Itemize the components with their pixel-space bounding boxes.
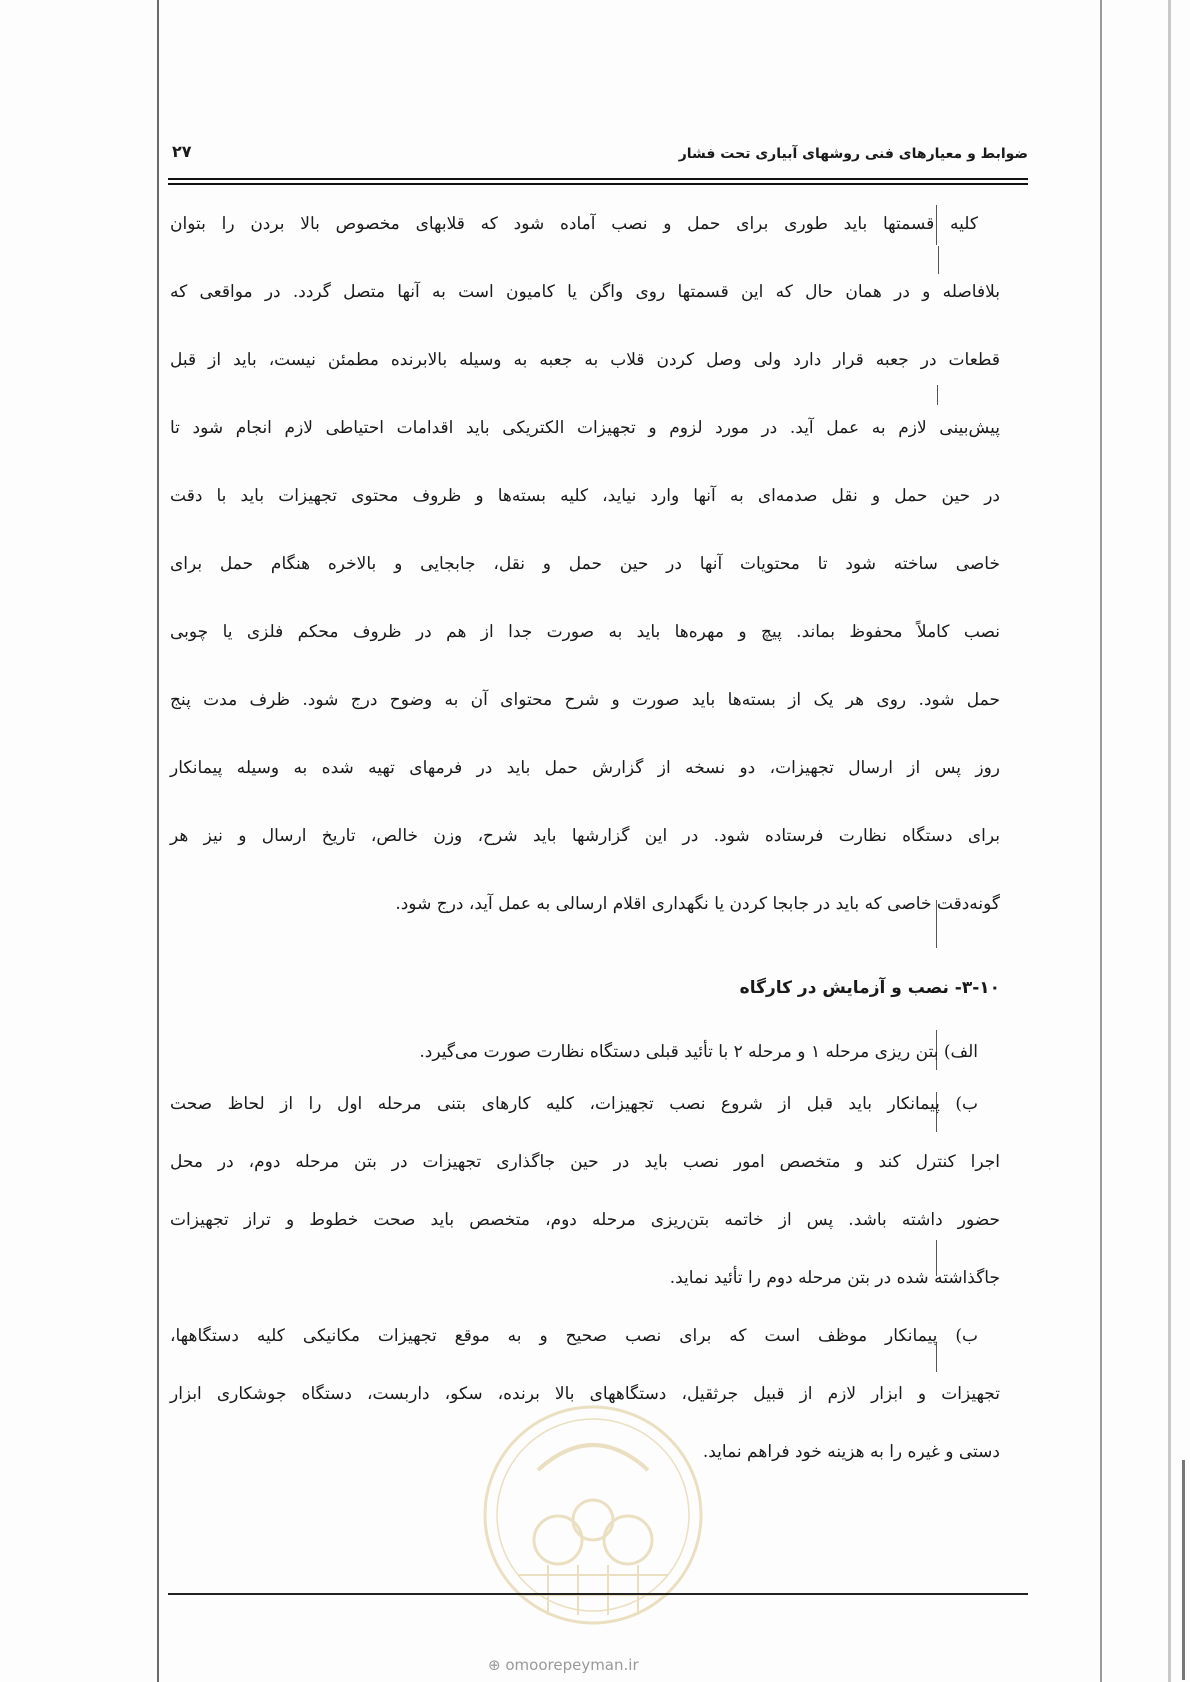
text-line: روز پس از ارسال تجهیزات، دو نسخه از گزارش حمل باید در فرمهای تهیه شده به وسیله پیمانکار [170, 758, 1000, 778]
text-line: قطعات در جعبه قرار دارد ولی وصل کردن قلاب به جعبه به وسیله بالابرنده مطمئن نیست، باید از قبل [170, 350, 1000, 370]
text-line: حضور داشته باشد. پس از خاتمه بتن‌ریزی مرحله دوم، متخصص باید صحت خطوط و تراز تجهیزات [170, 1210, 1000, 1230]
text-line: بلافاصله و در همان حال که این قسمتها روی واگن یا کامیون است به آنها متصل گردد. در مواقعی که [170, 282, 1000, 302]
header-rule-top [168, 178, 1028, 180]
scan-edge-left [157, 0, 159, 1682]
text-line: کلیه قسمتها باید طوری برای حمل و نصب آماده شود که قلابهای مخصوص بالا بردن را بتوان [170, 214, 978, 234]
text-line: پیش‌بینی لازم به عمل آید. در مورد لزوم و تجهیزات الکتریکی باید اقدامات احتیاطی لازم انجام شود تا [170, 418, 1000, 438]
text-line: تجهیزات و ابزار لازم از قبیل جرثقیل، دستگاههای بالا برنده، سکو، داربست، دستگاه جوشکاری ابزار [170, 1384, 1000, 1404]
scan-edge-right-bottom [1182, 1460, 1185, 1680]
text-line: حمل شود. روی هر یک از بسته‌ها باید صورت و شرح محتوای آن به وضوح درج شود. ظرف مدت پنج [170, 690, 1000, 710]
text-line: ب) پیمانکار موظف است که برای نصب صحیح و به موقع تجهیزات مکانیکی کلیه دستگاهها، [170, 1326, 978, 1346]
text-line: دستی و غیره را به هزینه خود فراهم نماید. [702, 1442, 1000, 1462]
text-line: اجرا کنترل کند و متخصص امور نصب باید در حین جاگذاری تجهیزات در بتن مرحله دوم، در محل [170, 1152, 1000, 1172]
watermark-seal-icon [478, 1400, 708, 1630]
footer-rule [168, 1593, 1028, 1595]
text-line: ب) پیمانکار باید قبل از شروع نصب تجهیزات، کلیه کارهای بتنی مرحله اول را از لحاظ صحت [170, 1094, 978, 1114]
page-number: ۲۷ [172, 142, 192, 161]
header-title: ضوابط و معیارهای فنی روشهای آبیاری تحت فشار [678, 146, 1028, 162]
text-line: جاگذاشته شده در بتن مرحله دوم را تأئید نماید. [669, 1268, 1000, 1288]
list-item-alef: الف) بتن ریزی مرحله ۱ و مرحله ۲ با تأئید قبلی دستگاه نظارت صورت می‌گیرد. [419, 1042, 978, 1062]
page-header [168, 132, 1028, 172]
text-line: در حین حمل و نقل صدمه‌ای به آنها وارد نیاید، کلیه بسته‌ها و ظروف محتوی تجهیزات باید با دقت [170, 486, 1000, 506]
header-rule-bottom [168, 183, 1028, 185]
paragraph-shipping [170, 210, 1000, 958]
scan-edge-right [1100, 0, 1102, 1682]
text-line: گونه‌دقت خاصی که باید در جابجا کردن یا نگهداری اقلام ارسالی به عمل آید، درج شود. [395, 894, 1000, 914]
scan-edge-right-outer [1168, 0, 1171, 1682]
footer-watermark-url [488, 1656, 639, 1674]
text-line: نصب کاملاً محفوظ بماند. پیچ و مهره‌ها باید به صورت جدا از هم در ظروف محکم فلزی یا چوبی [170, 622, 1000, 642]
text-line: خاصی ساخته شود تا محتویات آنها در حین حمل و نقل، جابجایی و بالاخره هنگام حمل برای [170, 554, 1000, 574]
globe-icon: ⊕ [488, 1656, 501, 1674]
section-heading: ۳-۱۰- نصب و آزمایش در کارگاه [739, 978, 1000, 998]
watermark-url: omoorepeyman.ir [505, 1656, 639, 1674]
text-line: برای دستگاه نظارت فرستاده شود. در این گزارشها باید شرح، وزن خالص، تاریخ ارسال و نیز هر [170, 826, 1000, 846]
